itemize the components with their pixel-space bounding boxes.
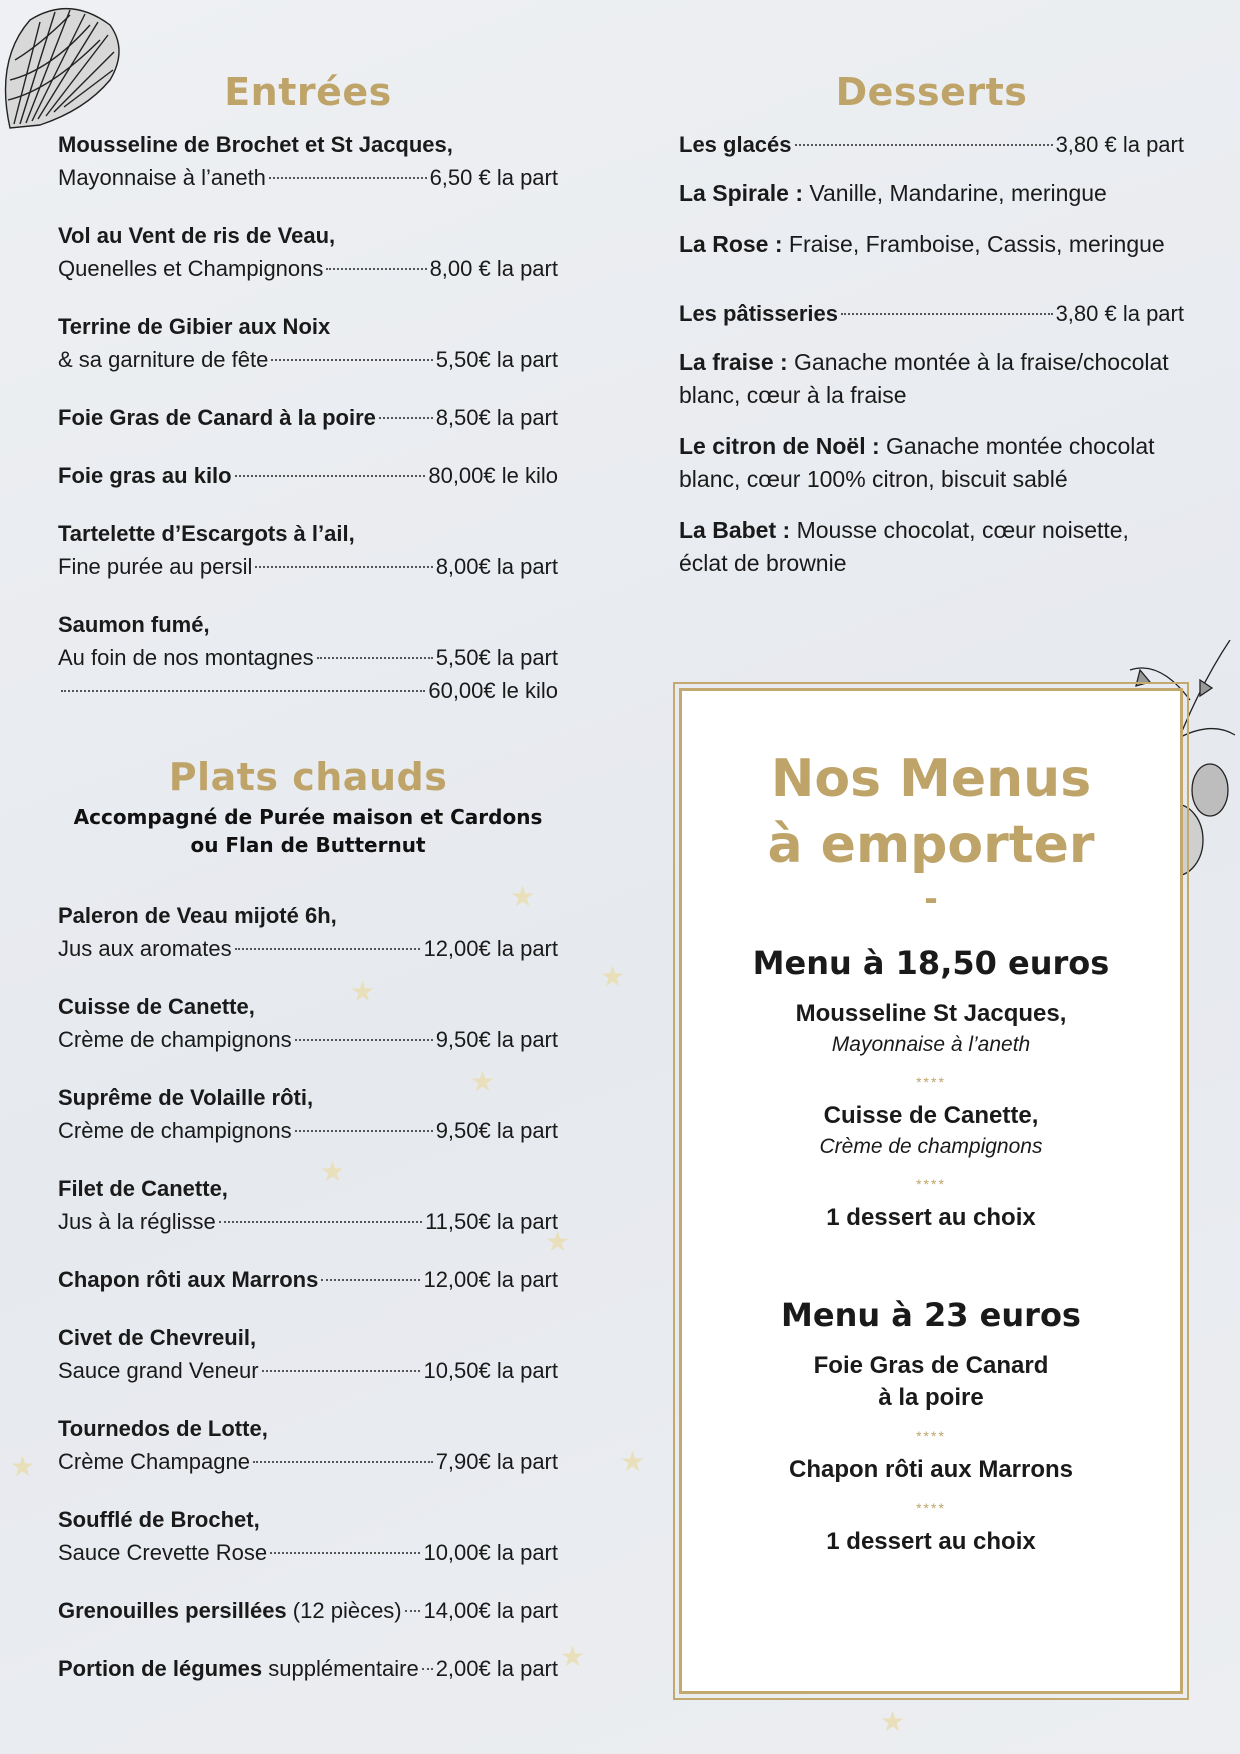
- list-item: [58, 608, 558, 707]
- menu-1-dish-1: Mousseline St Jacques,: [795, 1000, 1067, 1027]
- list-item: [58, 1263, 558, 1296]
- dessert-desc-2: éclat de brownie: [679, 550, 847, 576]
- dessert-name: La Spirale :: [679, 180, 803, 206]
- item-price: 6,50 € la part: [429, 165, 558, 190]
- dessert-desc-2: blanc, cœur 100% citron, biscuit sablé: [679, 466, 1068, 492]
- menu-1-dish-3: 1 dessert au choix: [826, 1204, 1036, 1231]
- category-price: 3,80 € la part: [1055, 301, 1184, 326]
- item-desc: Crème de champignons: [58, 1027, 292, 1052]
- item-price: 5,50€ la part: [435, 645, 558, 670]
- item-price: 11,50€ la part: [425, 1209, 558, 1234]
- menu-2-dish-1b: à la poire: [878, 1384, 984, 1411]
- star-icon: ★: [545, 1226, 571, 1257]
- item-desc: Sauce Crevette Rose: [58, 1540, 268, 1565]
- item-desc: Mayonnaise à l’aneth: [58, 165, 266, 190]
- dessert-desc: Mousse chocolat, cœur noisette,: [796, 517, 1129, 543]
- menu-1-dish-1-desc: Mayonnaise à l’aneth: [831, 1033, 1031, 1056]
- list-item: [58, 459, 558, 492]
- separator: ****: [916, 1074, 946, 1090]
- star-icon: ★: [470, 1066, 496, 1097]
- item-price: 9,50€ la part: [435, 1027, 558, 1052]
- list-item: [679, 346, 1184, 412]
- dessert-desc: Fraise, Framboise, Cassis, meringue: [788, 231, 1165, 257]
- item-name: Suprême de Volaille rôti,: [58, 1085, 314, 1110]
- list-item: [679, 177, 1184, 210]
- list-item: [58, 401, 558, 434]
- item-desc: Jus à la réglisse: [58, 1209, 216, 1234]
- dessert-desc: Ganache montée à la fraise/chocolat: [794, 349, 1169, 375]
- list-item: [58, 990, 558, 1056]
- item-desc: Crème Champagne: [58, 1449, 250, 1474]
- list-item: [58, 1412, 558, 1478]
- item-desc: Fine purée au persil: [58, 554, 253, 579]
- desserts-title: Desserts: [835, 70, 1028, 114]
- list-item: [58, 128, 558, 194]
- list-item: [679, 514, 1184, 580]
- list-item: [58, 1172, 558, 1238]
- item-extra: (12 pièces): [292, 1598, 402, 1623]
- item-name: Terrine de Gibier aux Noix: [58, 314, 331, 339]
- menu-2-dish-2: Chapon rôti aux Marrons: [788, 1456, 1074, 1483]
- dessert-name: La Babet :: [679, 517, 791, 543]
- star-icon: ★: [880, 1706, 906, 1737]
- list-item: [58, 1652, 558, 1685]
- item-price: 80,00€ le kilo: [428, 463, 558, 488]
- item-desc: Jus aux aromates: [58, 936, 232, 961]
- item-desc: Au foin de nos montagnes: [58, 645, 314, 670]
- dessert-name: La fraise :: [679, 349, 788, 375]
- star-icon: ★: [560, 1641, 586, 1672]
- separator: ****: [916, 1176, 946, 1192]
- star-icon: ★: [320, 1156, 346, 1187]
- separator: ****: [916, 1500, 946, 1516]
- item-price: 9,50€ la part: [435, 1118, 558, 1143]
- list-item: [58, 899, 558, 965]
- item-name: Soufflé de Brochet,: [58, 1507, 260, 1532]
- list-item: [58, 1594, 558, 1627]
- item-extra: supplémentaire: [268, 1656, 419, 1681]
- item-name: Grenouilles persillées: [58, 1598, 287, 1623]
- item-name: Mousseline de Brochet et St Jacques,: [58, 132, 453, 157]
- star-icon: ★: [620, 1446, 646, 1477]
- item-price: 14,00€ la part: [423, 1598, 558, 1623]
- dessert-category: [679, 128, 1184, 161]
- item-price: 5,50€ la part: [435, 347, 558, 372]
- item-name: Tartelette d’Escargots à l’ail,: [58, 521, 355, 546]
- star-icon: ★: [510, 881, 536, 912]
- right-column: [679, 70, 1184, 598]
- list-item: [679, 228, 1184, 261]
- menu-1-dish-2: Cuisse de Canette,: [823, 1102, 1039, 1129]
- star-icon: ★: [600, 961, 626, 992]
- star-icon: ★: [10, 1451, 36, 1482]
- item-name: Cuisse de Canette,: [58, 994, 255, 1019]
- menu-2-dish-3: 1 dessert au choix: [826, 1528, 1036, 1555]
- item-price: 12,00€ la part: [423, 936, 558, 961]
- item-name: Foie gras au kilo: [58, 463, 232, 488]
- left-column: [58, 70, 558, 1710]
- dessert-desc: Vanille, Mandarine, meringue: [809, 180, 1107, 206]
- plats-subtitle-line-2: ou Flan de Butternut: [190, 833, 426, 857]
- item-name: Foie Gras de Canard à la poire: [58, 405, 376, 430]
- item-price-kilo: 60,00€ le kilo: [428, 678, 558, 703]
- item-desc: Quenelles et Champignons: [58, 256, 324, 281]
- dessert-desc: Ganache montée chocolat: [886, 433, 1155, 459]
- plats-subtitle-line-1: Accompagné de Purée maison et Cardons: [73, 805, 543, 829]
- category-name: Les pâtisseries: [679, 301, 838, 326]
- item-price: 2,00€ la part: [435, 1656, 558, 1681]
- menu-1-dish-2-desc: Crème de champignons: [819, 1135, 1043, 1158]
- menu-2-title: Menu à 23 euros: [781, 1296, 1081, 1334]
- list-item: [58, 1321, 558, 1387]
- item-name: Saumon fumé,: [58, 612, 210, 637]
- menus-title-line-1: Nos Menus: [770, 749, 1092, 809]
- menu-1-title: Menu à 18,50 euros: [752, 944, 1110, 982]
- dessert-name: Le citron de Noël :: [679, 433, 880, 459]
- list-item: [58, 219, 558, 285]
- dessert-desc-2: blanc, cœur à la fraise: [679, 382, 907, 408]
- item-price: 7,90€ la part: [435, 1449, 558, 1474]
- item-name: Chapon rôti aux Marrons: [58, 1267, 319, 1292]
- item-name: Civet de Chevreuil,: [58, 1325, 257, 1350]
- list-item: [58, 310, 558, 376]
- dessert-name: La Rose :: [679, 231, 783, 257]
- category-price: 3,80 € la part: [1055, 132, 1184, 157]
- menus-dash: -: [924, 876, 938, 920]
- item-desc: Sauce grand Veneur: [58, 1358, 259, 1383]
- entrees-title: Entrées: [224, 70, 392, 114]
- item-price: 10,50€ la part: [423, 1358, 558, 1383]
- item-name: Filet de Canette,: [58, 1176, 228, 1201]
- item-desc: & sa garniture de fête: [58, 347, 269, 372]
- item-price: 8,00 € la part: [429, 256, 558, 281]
- menus-box: [679, 688, 1183, 1694]
- menu-2-dish-1: Foie Gras de Canard: [813, 1352, 1049, 1379]
- item-name: Portion de légumes: [58, 1656, 263, 1681]
- list-item: [58, 1503, 558, 1569]
- list-item: [679, 430, 1184, 496]
- item-name: Tournedos de Lotte,: [58, 1416, 268, 1441]
- item-name: Paleron de Veau mijoté 6h,: [58, 903, 337, 928]
- item-price: 8,50€ la part: [435, 405, 558, 430]
- list-item: [58, 1081, 558, 1147]
- item-price: 12,00€ la part: [423, 1267, 558, 1292]
- dessert-category: [679, 297, 1184, 330]
- separator: ****: [916, 1428, 946, 1444]
- item-desc: Crème de champignons: [58, 1118, 292, 1143]
- list-item: [58, 517, 558, 583]
- plats-title: Plats chauds: [168, 755, 448, 799]
- star-icon: ★: [350, 976, 376, 1007]
- category-name: Les glacés: [679, 132, 792, 157]
- item-name: Vol au Vent de ris de Veau,: [58, 223, 336, 248]
- item-price: 8,00€ la part: [435, 554, 558, 579]
- item-price: 10,00€ la part: [423, 1540, 558, 1565]
- plats-subtitle: [58, 803, 558, 859]
- menus-title: [682, 746, 1180, 878]
- menus-title-line-2: à emporter: [767, 815, 1095, 875]
